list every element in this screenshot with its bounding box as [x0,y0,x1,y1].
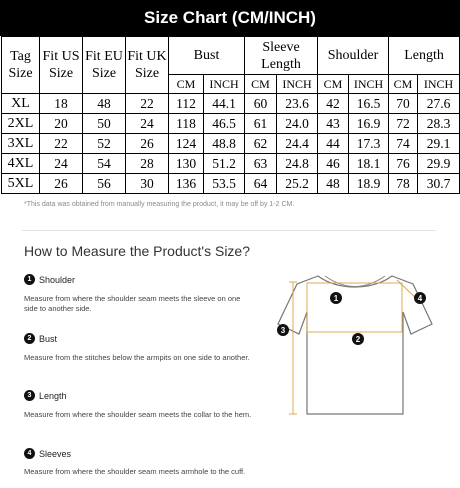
cell-tag: 3XL [2,134,40,154]
number-2-icon: 2 [24,333,35,344]
cell-bust-cm: 112 [169,94,204,114]
measure-item-shoulder [24,274,75,285]
cell-sleeve-inch: 24.4 [277,134,318,154]
cell-shoulder-cm: 48 [318,174,349,194]
number-3-icon: 3 [24,390,35,401]
cell-length-inch: 29.1 [418,134,460,154]
header-length-inch: INCH [418,75,460,94]
table-row [2,94,460,114]
cell-eu: 56 [83,174,126,194]
cell-length-cm: 72 [389,114,418,134]
cell-bust-inch: 48.8 [204,134,245,154]
cell-eu: 50 [83,114,126,134]
cell-sleeve-inch: 24.0 [277,114,318,134]
table-row [2,114,460,134]
header-bust-cm: CM [169,75,204,94]
measure-item-sleeves [24,448,71,459]
header-length-cm: CM [389,75,418,94]
number-1-icon: 1 [24,274,35,285]
cell-shoulder-cm: 46 [318,154,349,174]
cell-shoulder-inch: 18.9 [349,174,389,194]
measure-item-length [24,390,67,401]
cell-uk: 28 [126,154,169,174]
cell-length-inch: 28.3 [418,114,460,134]
header-sleeve-cm: CM [245,75,277,94]
cell-shoulder-inch: 16.9 [349,114,389,134]
cell-us: 20 [40,114,83,134]
header-fit-us: Fit US Size [40,37,83,94]
cell-uk: 26 [126,134,169,154]
header-shoulder: Shoulder [318,37,389,75]
header-length: Length [389,37,460,75]
marker-4-label: 4 [417,294,423,303]
cell-eu: 54 [83,154,126,174]
cell-bust-inch: 53.5 [204,174,245,194]
cell-us: 18 [40,94,83,114]
measure-item-desc: Measure from where the shoulder seam meets the collar to the hem. [24,410,252,419]
cell-length-cm: 74 [389,134,418,154]
measure-item-title: Bust [39,333,58,344]
table-row [2,154,460,174]
measure-item-title: Shoulder [39,274,76,285]
cell-sleeve-cm: 60 [245,94,277,114]
tshirt-icon [278,276,432,414]
cell-uk: 24 [126,114,169,134]
measure-item-title: Length [39,390,67,401]
number-4-icon: 4 [24,448,35,459]
cell-shoulder-cm: 43 [318,114,349,134]
header-fit-uk: Fit UK Size [126,37,169,94]
cell-bust-cm: 118 [169,114,204,134]
measure-item-title: Sleeves [39,448,72,459]
header-shoulder-cm: CM [318,75,349,94]
cell-shoulder-cm: 44 [318,134,349,154]
cell-us: 24 [40,154,83,174]
measure-heading: How to Measure the Product's Size? [24,243,251,259]
cell-us: 26 [40,174,83,194]
tshirt-measure-diagram [270,266,440,426]
header-fit-eu: Fit EU Size [83,37,126,94]
marker-2-label: 2 [355,335,361,344]
cell-uk: 30 [126,174,169,194]
collar-line [325,276,385,287]
cell-sleeve-inch: 25.2 [277,174,318,194]
header-tag-size: Tag Size [2,37,40,94]
cell-shoulder-inch: 18.1 [349,154,389,174]
header-shoulder-inch: INCH [349,75,389,94]
cell-shoulder-inch: 16.5 [349,94,389,114]
cell-length-inch: 30.7 [418,174,460,194]
cell-uk: 22 [126,94,169,114]
measure-item-bust [24,333,57,344]
header-bust: Bust [169,37,245,75]
cell-length-cm: 70 [389,94,418,114]
cell-tag: XL [2,94,40,114]
cell-length-inch: 29.9 [418,154,460,174]
header-bust-inch: INCH [204,75,245,94]
cell-tag: 2XL [2,114,40,134]
bust-box [307,283,402,332]
header-sleeve-length: Sleeve Length [245,37,318,75]
cell-sleeve-cm: 63 [245,154,277,174]
chart-title: Size Chart (CM/INCH) [0,0,460,36]
cell-tag: 5XL [2,174,40,194]
table-row [2,174,460,194]
measure-item-desc: Measure from the stitches below the armpits on one side to another. [24,353,250,362]
cell-eu: 48 [83,94,126,114]
measure-item-desc: Measure from where the shoulder seam meets the sleeve on one side to another side. [24,294,241,313]
cell-length-inch: 27.6 [418,94,460,114]
cell-length-cm: 76 [389,154,418,174]
cell-tag: 4XL [2,154,40,174]
cell-bust-inch: 51.2 [204,154,245,174]
cell-bust-cm: 136 [169,174,204,194]
divider [22,230,436,231]
header-sleeve-inch: INCH [277,75,318,94]
cell-bust-inch: 46.5 [204,114,245,134]
cell-length-cm: 78 [389,174,418,194]
cell-bust-cm: 124 [169,134,204,154]
marker-1-label: 1 [333,294,339,303]
cell-sleeve-cm: 61 [245,114,277,134]
cell-shoulder-inch: 17.3 [349,134,389,154]
table-row [2,134,460,154]
cell-sleeve-cm: 62 [245,134,277,154]
cell-sleeve-cm: 64 [245,174,277,194]
size-table [1,36,460,194]
cell-bust-cm: 130 [169,154,204,174]
measurement-note: *This data was obtained from manually measuring the product, it may be off by 1-2 CM. [24,201,295,208]
cell-sleeve-inch: 23.6 [277,94,318,114]
cell-eu: 52 [83,134,126,154]
cell-bust-inch: 44.1 [204,94,245,114]
marker-3-label: 3 [280,326,286,335]
cell-us: 22 [40,134,83,154]
cell-sleeve-inch: 24.8 [277,154,318,174]
cell-shoulder-cm: 42 [318,94,349,114]
measure-item-desc: Measure from where the shoulder seam meets armhole to the cuff. [24,467,246,476]
